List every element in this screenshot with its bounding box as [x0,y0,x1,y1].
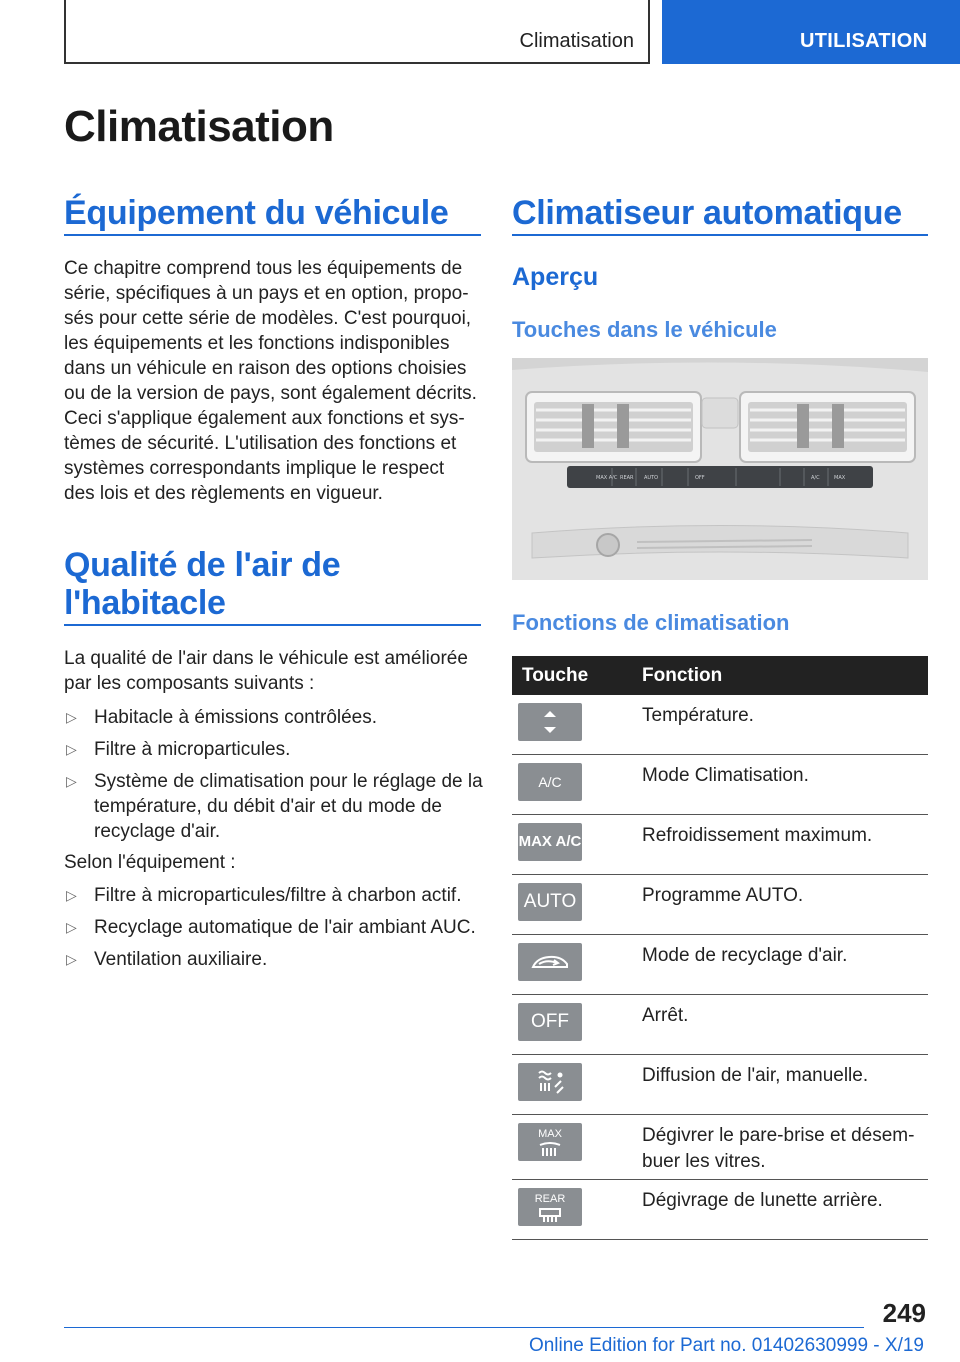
table-row [512,755,928,815]
text-line: Ceci s'applique également aux fonctions et sys- [64,408,465,429]
air-quality-intro [64,646,484,696]
footer-rule [64,1327,864,1328]
text-line: les équipements et les fonctions indisponibles [64,333,450,354]
section-rule [64,624,481,626]
climate-functions-heading: Fonctions de climatisation [512,610,790,635]
table-row [512,815,928,875]
text-line: série, spécifiques à un pays et en option, propo- [64,283,469,304]
function-description: Diffusion de l'air, manuelle. [636,1055,928,1115]
text-line: tèmes de sécurité. L'utilisation des fonctions et [64,433,457,454]
table-row [512,1055,928,1115]
bullet-triangle-icon: ▷ [66,741,77,757]
header-section-box [64,0,650,64]
text-line: sés pour cette série de modèles. C'est pourquoi, [64,308,472,329]
function-description: Arrêt. [636,995,928,1055]
column-header-function: Fonction [636,656,928,695]
header-section-title: Climatisation [519,30,634,52]
function-description: Refroidissement maximum. [636,815,928,875]
temperature-arrows-icon [518,703,582,741]
function-description: Dégivrer le pare-brise et désem-buer les vitres. [636,1115,928,1180]
header-chapter-label: UTILISATION [800,30,928,52]
list-item: ▷ Habitacle à émissions contrôlées. [66,707,378,728]
page-number: 249 [882,1298,926,1328]
table-row [512,1115,928,1180]
text-line: dans un véhicule en raison des options choisies [64,358,467,379]
section-rule [64,234,481,236]
text-line: Ce chapitre comprend tous les équipements de [64,258,463,279]
photo-key-label: OFF [695,475,705,481]
header-chapter-tab[interactable] [662,0,960,64]
overview-heading: Aperçu [512,263,599,291]
bullet-triangle-icon: ▷ [66,887,77,903]
bullet-triangle-icon: ▷ [66,773,77,789]
list-item: ▷ Recyclage automatique de l'air ambiant AUC. [66,917,476,938]
list-item: ▷ Système de climatisation pour le réglage de la température, du débit d'air et du mode de recyclage d'air. [66,771,483,842]
function-description: Programme AUTO. [636,875,928,935]
text-line: systèmes correspondants implique le respect [64,458,445,479]
recirculation-icon [518,943,582,981]
column-header-key: Touche [512,656,636,695]
photo-key-label: AUTO [644,475,659,481]
edition-text: Online Edition for Part no. 01402630999 - X/19 [528,1335,924,1356]
function-description: Mode de recyclage d'air. [636,935,928,995]
table-row [512,935,928,995]
bullet-triangle-icon: ▷ [66,951,77,967]
section-rule [512,234,928,236]
bullet-triangle-icon: ▷ [66,709,77,725]
max-defrost-icon: MAX [518,1123,582,1161]
equipment-heading: Équipement du véhicule [64,194,449,232]
table-row [512,1180,928,1240]
air-quality-heading [64,546,340,622]
text-line: ou de la version de pays, sont également décrits. [64,383,477,404]
auto-climate-heading: Climatiseur automatique [512,194,902,232]
text-line: La qualité de l'air dans le véhicule est améliorée [64,648,468,669]
text-line: par les composants suivants : [64,673,315,694]
table-row [512,695,928,755]
function-description: Température. [636,695,928,755]
table-row [512,875,928,935]
page-title: Climatisation [64,102,334,151]
climate-control-panel-photo [512,358,928,580]
max-ac-key-icon: MAX A/C [518,823,582,861]
air-distribution-icon [518,1063,582,1101]
function-description: Dégivrage de lunette arrière. [636,1180,928,1240]
equipment-note: Selon l'équipement : [64,852,236,873]
bullet-triangle-icon: ▷ [66,919,77,935]
air-quality-list [64,705,484,851]
ac-key-icon: A/C [518,763,582,801]
auto-key-icon: AUTO [518,883,582,921]
photo-key-label: MAX A/C [596,475,618,481]
air-quality-heading-line: l'habitacle [64,584,226,622]
rear-defrost-icon: REAR [518,1188,582,1226]
list-item: ▷ Filtre à microparticules/filtre à charbon actif. [66,885,462,906]
equipment-paragraph [64,256,484,506]
function-description: Mode Climatisation. [636,755,928,815]
table-row [512,995,928,1055]
vehicle-buttons-heading: Touches dans le véhicule [512,317,777,342]
control-panel-illustration [512,358,928,580]
photo-key-label: REAR [620,475,634,481]
list-item: ▷ Filtre à microparticules. [66,739,291,760]
list-item: ▷ Ventilation auxiliaire. [66,949,268,970]
optional-list [64,883,484,979]
off-key-icon: OFF [518,1003,582,1041]
photo-key-label: A/C [811,475,820,481]
table-header-row [512,656,928,695]
photo-key-label: MAX [834,475,846,481]
air-quality-heading-line: Qualité de l'air de [64,546,341,584]
text-line: des lois et des règlements en vigueur. [64,483,383,504]
climate-functions-table [512,656,928,1240]
